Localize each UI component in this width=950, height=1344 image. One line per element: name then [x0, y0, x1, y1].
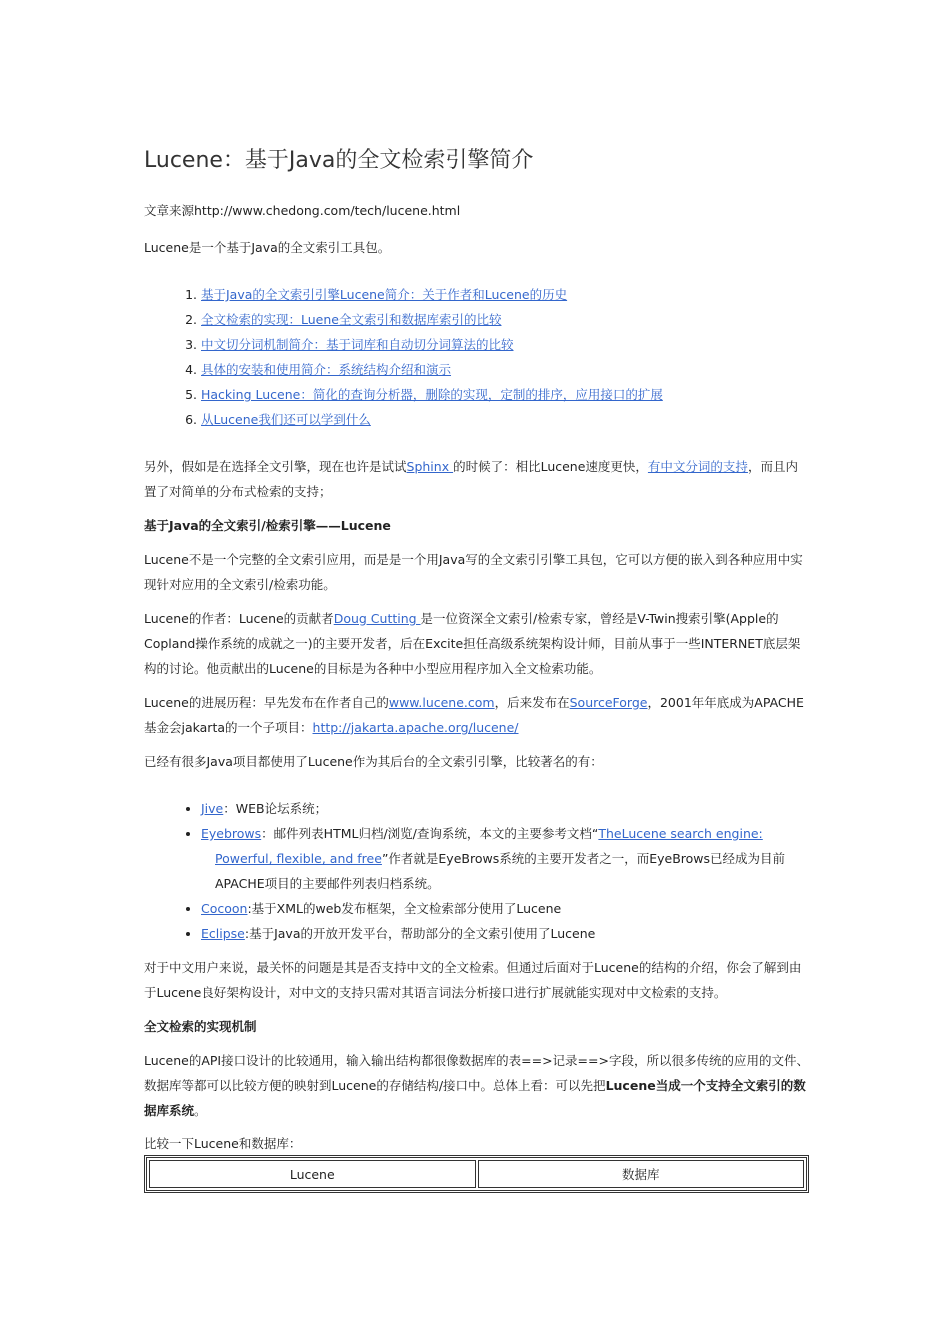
- text-span: ，2001年年底成为APACHE基金会jakarta的一个子项目：: [144, 695, 804, 735]
- cocoon-link[interactable]: Cocoon: [201, 901, 248, 916]
- eclipse-link[interactable]: Eclipse: [201, 926, 245, 941]
- author-paragraph: [144, 606, 809, 681]
- source-line: 文章来源http://www.chedong.com/tech/lucene.html: [144, 203, 461, 218]
- text-span: ：邮件列表HTML归档/浏览/查询系统，本文的主要参考文档“: [261, 826, 599, 841]
- toc-link-4[interactable]: 具体的安装和使用简介：系统结构介绍和演示: [201, 362, 452, 377]
- text-span: ，后来发布在: [494, 695, 570, 710]
- bold-text: Lucene当成一个支持全文索引的数据库系统: [144, 1078, 806, 1118]
- comparison-table: [144, 1155, 809, 1193]
- toc-item: [201, 382, 663, 407]
- intro-paragraph: Lucene是一个基于Java的全文索引工具包。: [144, 240, 391, 255]
- table-header-database: 数据库: [478, 1160, 805, 1188]
- section-heading-lucene: 基于Java的全文索引/检索引擎——Lucene: [144, 518, 391, 533]
- list-item: [201, 821, 809, 896]
- toc-item: [201, 407, 663, 432]
- history-paragraph: [144, 690, 809, 740]
- toc-link-2[interactable]: 全文检索的实现：Luene全文索引和数据库索引的比较: [201, 312, 502, 327]
- text-span: Lucene的作者：Lucene的贡献者: [144, 611, 334, 626]
- text-span: :基于XML的web发布框架，全文检索部分使用了Lucene: [247, 901, 562, 916]
- list-item: [201, 921, 809, 946]
- text-span: Lucene的API接口设计的比较通用，输入输出结构都很像数据库的表==>记录==>字段，所以很多传统的应用的文件、数据库等都可以比较方便的映射到Lucene的存储结构/接口中。总体上看：可以先把: [144, 1053, 809, 1093]
- table-header-lucene: Lucene: [149, 1160, 476, 1188]
- compare-paragraph: 比较一下Lucene和数据库：: [144, 1136, 302, 1151]
- toc-link-5[interactable]: Hacking Lucene：简化的查询分析器，删除的实现，定制的排序，应用接口的扩展: [201, 387, 663, 402]
- text-span: 的时候了：相比Lucene速度更快，: [453, 459, 648, 474]
- projects-list: [144, 796, 809, 946]
- list-item: [201, 796, 809, 821]
- toc-item: [201, 307, 663, 332]
- text-span: ：WEB论坛系统；: [223, 801, 328, 816]
- toc-item: [201, 357, 663, 382]
- toc-link-1[interactable]: 基于Java的全文索引引擎Lucene简介：关于作者和Lucene的历史: [201, 287, 568, 302]
- text-span: Lucene的进展历程：早先发布在作者自己的: [144, 695, 389, 710]
- doug-cutting-link[interactable]: Doug Cutting: [333, 611, 421, 626]
- sphinx-link[interactable]: Sphinx: [406, 459, 454, 474]
- list-item: [201, 896, 809, 921]
- jive-link[interactable]: Jive: [201, 801, 224, 816]
- toc-link-3[interactable]: 中文切分词机制简介：基于词库和自动切分词算法的比较: [201, 337, 514, 352]
- description-paragraph: Lucene不是一个完整的全文索引应用，而是是一个用Java写的全文索引引擎工具包，它可以方便的嵌入到各种应用中实现针对应用的全文索引/检索功能。: [144, 552, 803, 592]
- projects-intro-paragraph: 已经有很多Java项目都使用了Lucene作为其后台的全文索引引擎，比较著名的有：: [144, 754, 603, 769]
- toc-link-6[interactable]: 从Lucene我们还可以学到什么: [201, 412, 371, 427]
- lucene-com-link[interactable]: www.lucene.com: [388, 695, 495, 710]
- sourceforge-link[interactable]: SourceForge: [569, 695, 648, 710]
- toc-item: [201, 282, 663, 307]
- jakarta-link[interactable]: http://jakarta.apache.org/lucene/: [312, 720, 519, 735]
- chinese-support-paragraph: 对于中文用户来说，最关怀的问题是其是否支持中文的全文检索。但通过后面对于Lucene的结构的介绍，你会了解到由于Lucene良好架构设计，对中文的支持只需对其语言词法分析接口进行扩展就能实现对中文检索的支持。: [144, 960, 802, 1000]
- table-row: [149, 1160, 804, 1188]
- sphinx-paragraph: [144, 454, 809, 504]
- section-heading-mechanism: 全文检索的实现机制: [144, 1019, 257, 1034]
- text-span: ，而且内置了对简单的分布式检索的支持；: [144, 459, 798, 499]
- table-of-contents: [144, 282, 663, 432]
- api-paragraph: [144, 1048, 809, 1123]
- eyebrows-link[interactable]: Eyebrows: [201, 826, 262, 841]
- page-title: Lucene：基于Java的全文检索引擎简介: [144, 148, 534, 173]
- toc-item: [201, 332, 663, 357]
- text-span: ”作者就是EyeBrows系统的主要开发者之一，而EyeBrows已经成为目前APACHE项目的主要邮件列表归档系统。: [215, 851, 786, 891]
- text-span: 是一位资深全文索引/检索专家，曾经是V-Twin搜索引擎(Apple的Copland操作系统的成就之一)的主要开发者，后在Excite担任高级系统架构设计师，目前从事于一些INTERNET底层架构的讨论。他贡献出的Lucene的目标是为各种中小型应用程序加入全文检索功能。: [144, 611, 801, 676]
- reference-article-link[interactable]: TheLucene search engine: Powerful, flexible, and free: [215, 826, 763, 866]
- text-span: :基于Java的开放开发平台，帮助部分的全文索引使用了Lucene: [244, 926, 596, 941]
- chinese-segmentation-link[interactable]: 有中文分词的支持: [647, 459, 748, 474]
- text-span: 另外，假如是在选择全文引擎，现在也许是试试: [144, 459, 407, 474]
- text-span: 。: [194, 1103, 207, 1118]
